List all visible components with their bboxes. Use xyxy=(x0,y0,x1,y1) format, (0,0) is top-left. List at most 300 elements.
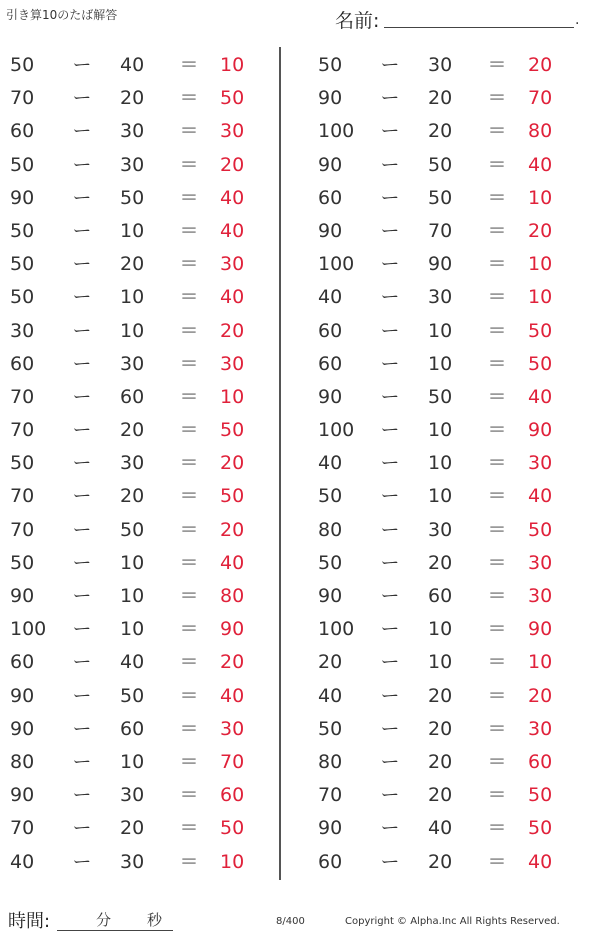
minuend: 60 xyxy=(318,352,343,375)
equals-sign: ＝ xyxy=(179,817,199,840)
equals-sign: ＝ xyxy=(179,54,199,76)
minus-sign: ー xyxy=(72,518,92,541)
subtrahend: 10 xyxy=(120,286,145,309)
answer: 40 xyxy=(220,286,245,309)
problem-row xyxy=(0,479,270,512)
minus-sign: ー xyxy=(380,253,400,276)
subtrahend: 60 xyxy=(428,585,453,607)
problem-row xyxy=(0,811,270,844)
problem-row xyxy=(0,513,270,546)
problem-row xyxy=(308,645,578,678)
subtrahend: 10 xyxy=(428,618,453,641)
time-blank-line xyxy=(57,930,173,931)
answer: 30 xyxy=(220,717,245,740)
minus-sign: ー xyxy=(72,120,92,143)
left-problem-column xyxy=(0,48,270,878)
subtrahend: 30 xyxy=(120,452,145,475)
subtrahend: 30 xyxy=(120,153,145,176)
minus-sign: ー xyxy=(72,618,92,641)
answer: 90 xyxy=(220,618,245,641)
subtrahend: 30 xyxy=(120,352,145,375)
name-dot: . xyxy=(575,12,580,28)
problem-row xyxy=(0,745,270,778)
equals-sign: ＝ xyxy=(179,850,199,873)
subtrahend: 10 xyxy=(120,750,145,773)
problem-row xyxy=(308,546,578,579)
problem-row xyxy=(308,579,578,612)
equals-sign: ＝ xyxy=(179,684,199,707)
problem-row xyxy=(308,181,578,214)
subtrahend: 50 xyxy=(120,518,145,541)
subtrahend: 20 xyxy=(428,87,453,110)
equals-sign: ＝ xyxy=(179,87,199,110)
minuend: 60 xyxy=(318,850,343,873)
copyright-text: Copyright © Alpha.Inc All Rights Reserved. xyxy=(345,916,560,927)
minuend: 70 xyxy=(10,485,35,508)
problem-row xyxy=(0,679,270,712)
subtrahend: 50 xyxy=(428,385,453,408)
subtrahend: 40 xyxy=(428,817,453,840)
answer: 30 xyxy=(528,585,553,607)
equals-sign: ＝ xyxy=(487,120,507,143)
problem-row xyxy=(308,845,578,878)
answer: 90 xyxy=(528,618,553,641)
subtrahend: 20 xyxy=(428,684,453,707)
minus-sign: ー xyxy=(380,153,400,176)
minuend: 90 xyxy=(318,153,343,176)
subtrahend: 20 xyxy=(120,87,145,110)
problem-row xyxy=(0,712,270,745)
answer: 40 xyxy=(528,153,553,176)
problem-row xyxy=(308,380,578,413)
equals-sign: ＝ xyxy=(179,551,199,574)
subtrahend: 10 xyxy=(428,352,453,375)
equals-sign: ＝ xyxy=(487,585,507,607)
answer: 20 xyxy=(528,219,553,242)
minuend: 60 xyxy=(10,120,35,143)
minus-sign: ー xyxy=(380,485,400,508)
subtrahend: 40 xyxy=(120,54,145,76)
minuend: 100 xyxy=(318,253,355,276)
equals-sign: ＝ xyxy=(179,618,199,641)
minus-sign: ー xyxy=(72,684,92,707)
subtrahend: 20 xyxy=(428,850,453,873)
equals-sign: ＝ xyxy=(179,219,199,242)
minuend: 70 xyxy=(10,419,35,442)
minuend: 90 xyxy=(318,87,343,110)
answer: 40 xyxy=(220,219,245,242)
equals-sign: ＝ xyxy=(487,219,507,242)
equals-sign: ＝ xyxy=(179,651,199,674)
subtrahend: 10 xyxy=(428,319,453,342)
problem-row xyxy=(308,413,578,446)
minus-sign: ー xyxy=(380,87,400,110)
minus-sign: ー xyxy=(72,87,92,110)
minus-sign: ー xyxy=(72,717,92,740)
minuend: 50 xyxy=(318,54,343,76)
answer: 50 xyxy=(528,319,553,342)
minus-sign: ー xyxy=(72,850,92,873)
answer: 40 xyxy=(528,485,553,508)
equals-sign: ＝ xyxy=(487,551,507,574)
minuend: 90 xyxy=(318,385,343,408)
answer: 30 xyxy=(220,120,245,143)
minuend: 90 xyxy=(10,784,35,807)
equals-sign: ＝ xyxy=(487,684,507,707)
minus-sign: ー xyxy=(380,419,400,442)
minus-sign: ー xyxy=(72,585,92,607)
minuend: 50 xyxy=(318,551,343,574)
problem-row xyxy=(0,181,270,214)
subtrahend: 10 xyxy=(428,452,453,475)
minus-sign: ー xyxy=(380,219,400,242)
subtrahend: 30 xyxy=(120,120,145,143)
problem-row xyxy=(0,247,270,280)
subtrahend: 50 xyxy=(428,186,453,209)
problem-row xyxy=(0,380,270,413)
answer: 80 xyxy=(528,120,553,143)
minus-sign: ー xyxy=(72,319,92,342)
subtrahend: 10 xyxy=(120,319,145,342)
subtrahend: 30 xyxy=(428,54,453,76)
problem-row xyxy=(308,446,578,479)
answer: 10 xyxy=(528,186,553,209)
minuend: 20 xyxy=(318,651,343,674)
minus-sign: ー xyxy=(72,750,92,773)
equals-sign: ＝ xyxy=(487,784,507,807)
answer: 50 xyxy=(528,817,553,840)
minus-sign: ー xyxy=(380,717,400,740)
minus-sign: ー xyxy=(380,817,400,840)
minuend: 40 xyxy=(318,286,343,309)
answer: 10 xyxy=(220,385,245,408)
minuend: 30 xyxy=(10,319,35,342)
minus-sign: ー xyxy=(72,551,92,574)
answer: 50 xyxy=(220,817,245,840)
subtrahend: 10 xyxy=(120,551,145,574)
minuend: 50 xyxy=(10,219,35,242)
minus-sign: ー xyxy=(380,452,400,475)
equals-sign: ＝ xyxy=(179,319,199,342)
answer: 30 xyxy=(220,352,245,375)
problem-row xyxy=(308,148,578,181)
problem-row xyxy=(0,48,270,81)
subtrahend: 10 xyxy=(120,618,145,641)
problem-row xyxy=(308,81,578,114)
minuend: 100 xyxy=(318,120,355,143)
answer: 60 xyxy=(220,784,245,807)
minuend: 80 xyxy=(318,518,343,541)
subtrahend: 50 xyxy=(120,684,145,707)
answer: 20 xyxy=(220,319,245,342)
equals-sign: ＝ xyxy=(487,817,507,840)
problem-row xyxy=(0,645,270,678)
problem-row xyxy=(308,280,578,313)
problem-row xyxy=(0,214,270,247)
equals-sign: ＝ xyxy=(487,186,507,209)
problem-row xyxy=(0,280,270,313)
subtrahend: 90 xyxy=(428,253,453,276)
time-label: 時間: xyxy=(8,911,51,932)
answer: 10 xyxy=(528,286,553,309)
minuend: 80 xyxy=(318,750,343,773)
minus-sign: ー xyxy=(380,120,400,143)
subtrahend: 10 xyxy=(120,585,145,607)
minuend: 60 xyxy=(318,186,343,209)
problem-row xyxy=(308,712,578,745)
subtrahend: 20 xyxy=(428,784,453,807)
equals-sign: ＝ xyxy=(179,750,199,773)
minuend: 90 xyxy=(318,585,343,607)
minuend: 50 xyxy=(10,153,35,176)
answer: 20 xyxy=(528,54,553,76)
equals-sign: ＝ xyxy=(487,850,507,873)
subtrahend: 70 xyxy=(428,219,453,242)
subtrahend: 20 xyxy=(428,120,453,143)
minuend: 70 xyxy=(10,518,35,541)
minus-sign: ー xyxy=(380,618,400,641)
answer: 10 xyxy=(220,850,245,873)
problem-row xyxy=(0,845,270,878)
minus-sign: ー xyxy=(72,153,92,176)
minus-sign: ー xyxy=(72,419,92,442)
minuend: 50 xyxy=(10,253,35,276)
problem-row xyxy=(308,247,578,280)
minuend: 40 xyxy=(318,684,343,707)
minus-sign: ー xyxy=(72,452,92,475)
problem-row xyxy=(308,347,578,380)
subtrahend: 60 xyxy=(120,385,145,408)
minus-sign: ー xyxy=(380,850,400,873)
equals-sign: ＝ xyxy=(179,385,199,408)
answer: 40 xyxy=(220,684,245,707)
subtrahend: 50 xyxy=(428,153,453,176)
equals-sign: ＝ xyxy=(487,452,507,475)
minuend: 50 xyxy=(318,485,343,508)
name-blank-line xyxy=(384,27,574,28)
problem-row xyxy=(0,114,270,147)
minuend: 90 xyxy=(318,817,343,840)
minuend: 80 xyxy=(10,750,35,773)
minus-sign: ー xyxy=(380,286,400,309)
answer: 50 xyxy=(528,784,553,807)
problem-row xyxy=(308,214,578,247)
answer: 20 xyxy=(220,651,245,674)
minutes-label: 分 xyxy=(96,911,112,929)
minus-sign: ー xyxy=(380,684,400,707)
equals-sign: ＝ xyxy=(487,385,507,408)
problem-row xyxy=(0,413,270,446)
minus-sign: ー xyxy=(72,385,92,408)
equals-sign: ＝ xyxy=(487,87,507,110)
minuend: 100 xyxy=(10,618,47,641)
problem-row xyxy=(0,446,270,479)
minus-sign: ー xyxy=(380,651,400,674)
subtrahend: 20 xyxy=(120,253,145,276)
problem-row xyxy=(308,778,578,811)
subtrahend: 30 xyxy=(428,518,453,541)
minuend: 70 xyxy=(10,385,35,408)
answer: 20 xyxy=(220,153,245,176)
answer: 50 xyxy=(220,485,245,508)
equals-sign: ＝ xyxy=(487,286,507,309)
problem-row xyxy=(308,48,578,81)
subtrahend: 30 xyxy=(120,850,145,873)
answer: 30 xyxy=(220,253,245,276)
equals-sign: ＝ xyxy=(487,518,507,541)
subtrahend: 30 xyxy=(120,784,145,807)
answer: 40 xyxy=(220,186,245,209)
equals-sign: ＝ xyxy=(179,153,199,176)
subtrahend: 20 xyxy=(428,717,453,740)
equals-sign: ＝ xyxy=(487,750,507,773)
problem-row xyxy=(0,579,270,612)
answer: 30 xyxy=(528,551,553,574)
subtrahend: 10 xyxy=(120,219,145,242)
equals-sign: ＝ xyxy=(487,717,507,740)
equals-sign: ＝ xyxy=(487,319,507,342)
equals-sign: ＝ xyxy=(487,54,507,76)
minus-sign: ー xyxy=(72,219,92,242)
problem-row xyxy=(308,314,578,347)
answer: 80 xyxy=(220,585,245,607)
minuend: 50 xyxy=(10,452,35,475)
minus-sign: ー xyxy=(380,186,400,209)
subtrahend: 20 xyxy=(120,485,145,508)
minus-sign: ー xyxy=(380,319,400,342)
minus-sign: ー xyxy=(72,651,92,674)
subtrahend: 10 xyxy=(428,485,453,508)
minus-sign: ー xyxy=(380,784,400,807)
name-label: 名前: xyxy=(335,10,380,32)
equals-sign: ＝ xyxy=(179,352,199,375)
minus-sign: ー xyxy=(380,54,400,76)
subtrahend: 60 xyxy=(120,717,145,740)
minuend: 70 xyxy=(318,784,343,807)
equals-sign: ＝ xyxy=(179,419,199,442)
minuend: 60 xyxy=(10,651,35,674)
answer: 50 xyxy=(220,419,245,442)
equals-sign: ＝ xyxy=(179,253,199,276)
minus-sign: ー xyxy=(72,286,92,309)
equals-sign: ＝ xyxy=(179,485,199,508)
equals-sign: ＝ xyxy=(487,153,507,176)
problem-row xyxy=(308,513,578,546)
seconds-label: 秒 xyxy=(147,911,163,929)
problem-row xyxy=(0,546,270,579)
minuend: 90 xyxy=(10,186,35,209)
answer: 10 xyxy=(220,54,245,76)
minus-sign: ー xyxy=(380,352,400,375)
subtrahend: 40 xyxy=(120,651,145,674)
answer: 70 xyxy=(220,750,245,773)
subtrahend: 50 xyxy=(120,186,145,209)
problem-row xyxy=(0,148,270,181)
equals-sign: ＝ xyxy=(179,120,199,143)
subtrahend: 20 xyxy=(120,419,145,442)
equals-sign: ＝ xyxy=(179,585,199,607)
problem-row xyxy=(0,347,270,380)
problem-row xyxy=(0,778,270,811)
equals-sign: ＝ xyxy=(487,485,507,508)
answer: 40 xyxy=(220,551,245,574)
minus-sign: ー xyxy=(380,750,400,773)
problem-row xyxy=(308,811,578,844)
answer: 50 xyxy=(528,352,553,375)
problem-row xyxy=(0,612,270,645)
minuend: 70 xyxy=(10,87,35,110)
answer: 90 xyxy=(528,419,553,442)
minuend: 50 xyxy=(10,54,35,76)
right-problem-column xyxy=(308,48,578,878)
minus-sign: ー xyxy=(380,585,400,607)
subtrahend: 20 xyxy=(120,817,145,840)
answer: 50 xyxy=(220,87,245,110)
problem-row xyxy=(0,314,270,347)
problem-row xyxy=(308,612,578,645)
equals-sign: ＝ xyxy=(487,651,507,674)
equals-sign: ＝ xyxy=(487,352,507,375)
column-divider xyxy=(279,47,281,880)
minus-sign: ー xyxy=(380,518,400,541)
minuend: 50 xyxy=(10,551,35,574)
page-number: 8/400 xyxy=(276,916,305,927)
minus-sign: ー xyxy=(72,352,92,375)
answer: 10 xyxy=(528,253,553,276)
minus-sign: ー xyxy=(380,385,400,408)
equals-sign: ＝ xyxy=(487,419,507,442)
minus-sign: ー xyxy=(72,186,92,209)
minuend: 40 xyxy=(318,452,343,475)
worksheet-title: 引き算10のたば解答 xyxy=(6,8,118,22)
minus-sign: ー xyxy=(72,253,92,276)
answer: 60 xyxy=(528,750,553,773)
subtrahend: 10 xyxy=(428,651,453,674)
subtrahend: 20 xyxy=(428,551,453,574)
minus-sign: ー xyxy=(72,817,92,840)
minuend: 100 xyxy=(318,419,355,442)
minus-sign: ー xyxy=(72,485,92,508)
minuend: 90 xyxy=(10,684,35,707)
problem-row xyxy=(308,114,578,147)
problem-row xyxy=(308,679,578,712)
answer: 30 xyxy=(528,717,553,740)
subtrahend: 10 xyxy=(428,419,453,442)
minuend: 90 xyxy=(10,717,35,740)
minuend: 100 xyxy=(318,618,355,641)
problem-row xyxy=(308,745,578,778)
minuend: 70 xyxy=(10,817,35,840)
minuend: 50 xyxy=(318,717,343,740)
equals-sign: ＝ xyxy=(487,618,507,641)
answer: 50 xyxy=(528,518,553,541)
problem-row xyxy=(0,81,270,114)
minuend: 40 xyxy=(10,850,35,873)
minuend: 90 xyxy=(318,219,343,242)
answer: 20 xyxy=(220,452,245,475)
equals-sign: ＝ xyxy=(179,186,199,209)
equals-sign: ＝ xyxy=(179,784,199,807)
minus-sign: ー xyxy=(72,54,92,76)
minus-sign: ー xyxy=(380,551,400,574)
answer: 40 xyxy=(528,385,553,408)
answer: 30 xyxy=(528,452,553,475)
answer: 70 xyxy=(528,87,553,110)
minuend: 50 xyxy=(10,286,35,309)
equals-sign: ＝ xyxy=(179,452,199,475)
subtrahend: 20 xyxy=(428,750,453,773)
minuend: 90 xyxy=(10,585,35,607)
